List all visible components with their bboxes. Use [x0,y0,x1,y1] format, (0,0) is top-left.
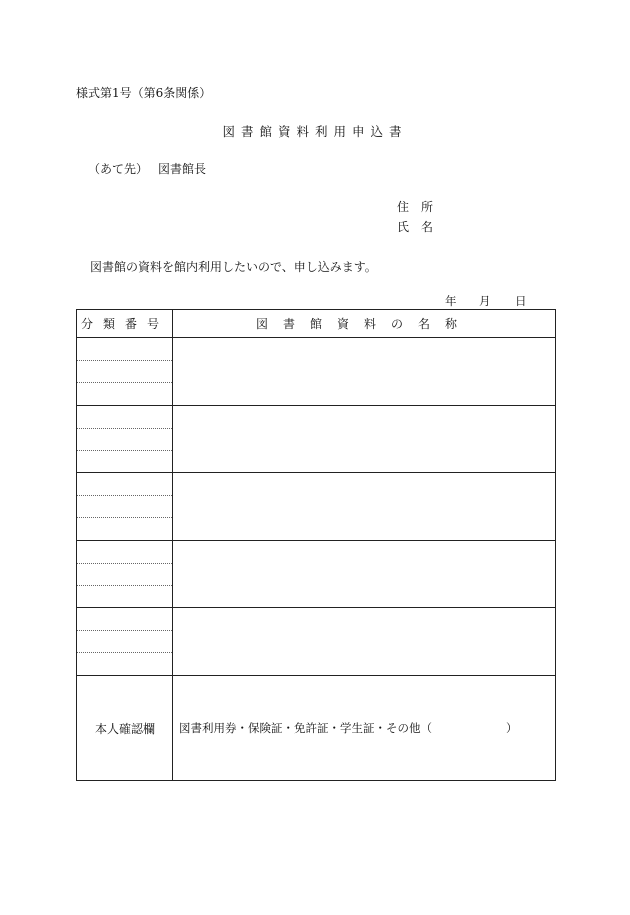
dotted-divider [77,563,172,564]
classification-cell[interactable] [77,473,173,540]
classification-cell[interactable] [77,406,173,472]
material-name-cell[interactable] [173,541,555,607]
date-day-label: 日 [515,294,527,308]
table-header-row [77,310,555,337]
material-name-cell[interactable] [173,608,555,675]
identity-confirmation-cell [173,676,555,780]
dotted-divider [77,450,172,451]
table-row [77,472,555,540]
dotted-divider [77,517,172,518]
dotted-divider [77,360,172,361]
dotted-divider [77,652,172,653]
dotted-divider [77,495,172,496]
identity-document-list: 図書利用券・保険証・免許証・学生証・その他（ [179,721,432,735]
date-month-label: 月 [479,294,491,308]
application-statement: 図書館の資料を館内利用したいので、申し込みます。 [90,260,377,274]
addressee [88,160,206,177]
table-row [77,607,555,675]
document-title: 図書館資料利用申込書 [222,124,408,139]
applicant-address-label: 住所 [397,200,446,214]
material-name-cell[interactable] [173,473,555,540]
closing-paren: ） [506,721,518,735]
addressee-to-label: （あて先） [88,162,149,176]
header-material-name: 図書館資料の名称 [255,317,472,331]
form-number: 様式第1号（第6条関係） [76,86,212,100]
classification-cell[interactable] [77,541,173,607]
identity-document-options [179,676,518,780]
addressee-recipient: 図書館長 [158,162,207,176]
applicant-name-label: 氏名 [397,220,446,234]
header-classification-number: 分類番号 [80,317,169,331]
identity-confirmation-row [77,675,555,780]
dotted-divider [77,382,172,383]
classification-cell[interactable] [77,608,173,675]
table-row [77,405,555,472]
material-name-cell[interactable] [173,338,555,405]
classification-cell[interactable] [77,338,173,405]
table-row [77,540,555,607]
date-line [445,293,527,309]
dotted-divider [77,428,172,429]
date-year-label: 年 [445,294,457,308]
dotted-divider [77,630,172,631]
material-name-cell[interactable] [173,406,555,472]
materials-table [76,309,556,781]
identity-confirmation-label: 本人確認欄 [94,721,155,736]
table-row [77,337,555,405]
dotted-divider [77,585,172,586]
